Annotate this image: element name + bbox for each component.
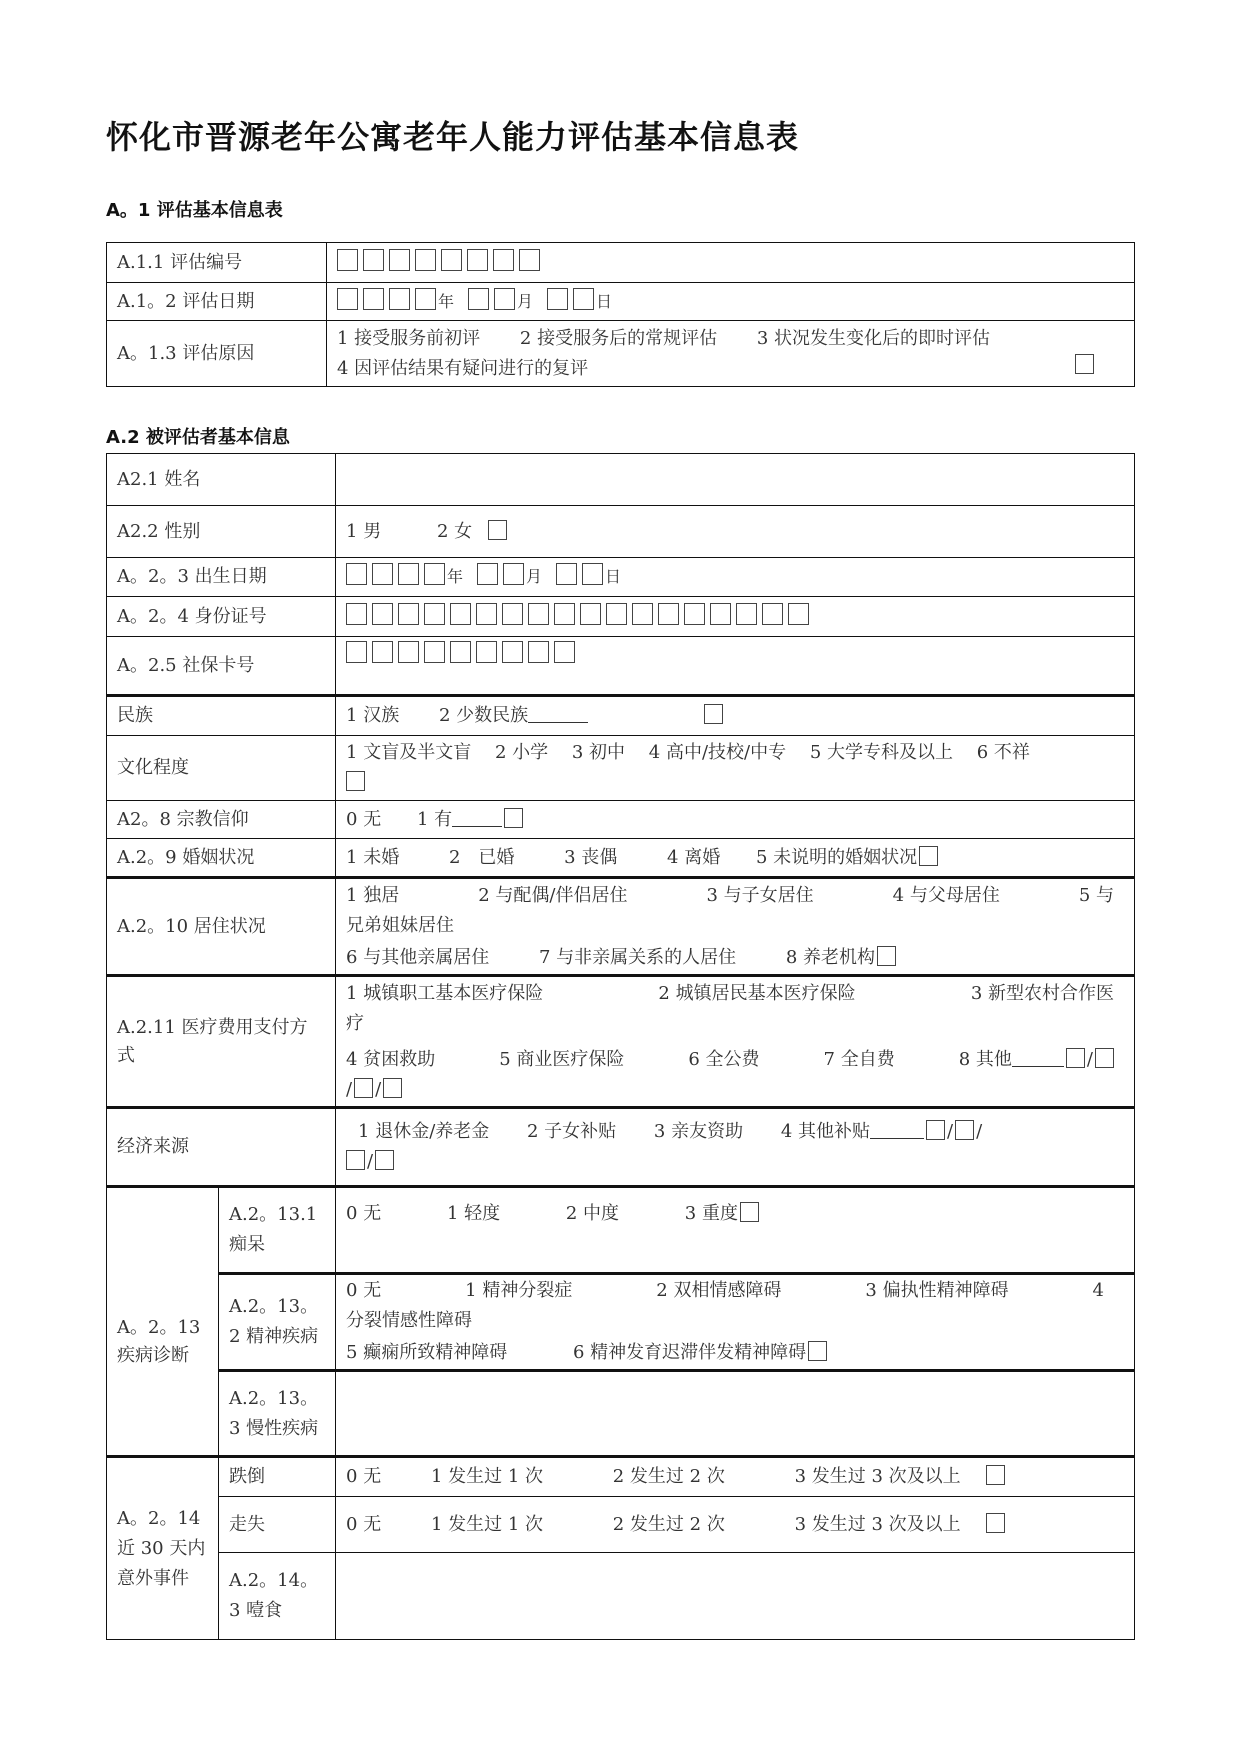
assessment-number-digit-box[interactable] (467, 249, 488, 271)
fall-options (336, 1457, 1135, 1497)
fall-option[interactable]: 3 发生过 3 次及以上 (794, 1466, 961, 1487)
income-checkbox[interactable] (346, 1150, 365, 1170)
dementia-options (336, 1187, 1135, 1274)
label-disease-diagnosis: A。2。13 疾病诊断 (107, 1187, 219, 1457)
label-marital: A.2。9 婚姻状况 (107, 839, 336, 878)
medical-option[interactable]: 5 商业医疗保险 (499, 1048, 625, 1070)
date-digit-box[interactable] (477, 563, 498, 585)
religion-option[interactable]: 1 有 (416, 808, 453, 830)
mental-option[interactable]: 5 癫痫所致精神障碍 (346, 1342, 508, 1363)
row-assessment-reason (107, 321, 1135, 387)
reason-checkbox[interactable] (1075, 354, 1094, 374)
income-options: 1 退休金/养老金 2 子女补贴 3 亲友资助 4 其他补贴 / / / (336, 1108, 1135, 1187)
row-name (107, 454, 1135, 506)
income-checkbox[interactable] (955, 1120, 974, 1140)
assessment-number-boxes (327, 243, 1135, 283)
label-income: 经济来源 (107, 1108, 336, 1187)
assessment-number-digit-box[interactable] (493, 249, 514, 271)
date-digit-box[interactable] (389, 288, 410, 310)
income-other-blank[interactable] (870, 1120, 924, 1139)
education-option[interactable]: 1 文盲及半文盲 (346, 742, 472, 763)
medical-checkbox[interactable] (383, 1078, 402, 1098)
social-card-digit-box[interactable] (398, 641, 419, 663)
ethnicity-options (336, 696, 1135, 736)
assessment-number-digit-box[interactable] (363, 249, 384, 271)
date-unit-label: 日 (596, 291, 613, 311)
id-number-digit-box[interactable] (502, 603, 523, 625)
fall-option[interactable]: 2 发生过 2 次 (612, 1466, 725, 1487)
label-assessment-reason: A。1.3 评估原因 (107, 321, 327, 387)
page-title: 怀化市晋源老年公寓老年人能力评估基本信息表 (106, 118, 800, 156)
row-dementia (107, 1187, 1135, 1274)
choke-input[interactable] (336, 1553, 1135, 1640)
gender-option-female[interactable]: 2 女 (436, 520, 473, 542)
label-assessment-date: A.1。2 评估日期 (107, 283, 327, 321)
medical-option[interactable]: 1 城镇职工基本医疗保险 (346, 982, 544, 1004)
lost-options (336, 1497, 1135, 1553)
medical-checkbox[interactable] (1066, 1048, 1085, 1068)
mental-option[interactable]: 2 双相情感障碍 (656, 1280, 782, 1301)
social-card-digit-box[interactable] (554, 641, 575, 663)
row-living (107, 878, 1135, 976)
date-digit-box[interactable] (363, 288, 384, 310)
social-card-digit-box[interactable] (502, 641, 523, 663)
row-assessment-number (107, 243, 1135, 283)
reason-option[interactable]: 1 接受服务前初评 (337, 327, 481, 349)
fall-option[interactable]: 1 发生过 1 次 (430, 1466, 544, 1487)
dementia-option[interactable]: 1 轻度 (446, 1203, 501, 1224)
medical-option[interactable]: 7 全自费 (823, 1048, 895, 1070)
label-id-number: A。2。4 身份证号 (107, 597, 336, 637)
living-option[interactable]: 5 与 (1078, 884, 1115, 906)
lost-option[interactable]: 0 无 (346, 1513, 382, 1535)
living-option[interactable]: 7 与非亲属关系的人居住 (538, 946, 737, 968)
income-option[interactable]: 1 退休金/养老金 (358, 1121, 490, 1142)
assessment-reason-options (327, 321, 1135, 387)
date-unit-label: 年 (447, 567, 464, 586)
living-option[interactable]: 4 与父母居住 (892, 884, 1000, 906)
social-card-digit-box[interactable] (346, 641, 367, 663)
mental-option[interactable]: 1 精神分裂症 (465, 1280, 573, 1301)
medical-other-blank[interactable] (1012, 1048, 1064, 1067)
label-medical-payment: A.2.11 医疗费用支付方式 (107, 976, 336, 1108)
label-choke: A.2。14。3 噎食 (219, 1553, 336, 1640)
id-number-digit-box[interactable] (554, 603, 575, 625)
living-option[interactable]: 2 与配偶/伴侣居住 (478, 884, 628, 906)
date-digit-box[interactable] (468, 288, 489, 310)
education-checkbox[interactable] (346, 771, 365, 791)
label-ethnicity: 民族 (107, 696, 336, 736)
id-number-digit-box[interactable] (736, 603, 757, 625)
date-digit-box[interactable] (494, 288, 515, 310)
mental-option[interactable]: 4 (1092, 1280, 1104, 1301)
date-digit-box[interactable] (398, 563, 419, 585)
income-checkbox[interactable] (926, 1120, 945, 1140)
date-digit-box[interactable] (415, 288, 436, 310)
lost-option[interactable]: 3 发生过 3 次及以上 (794, 1513, 961, 1535)
date-digit-box[interactable] (573, 288, 594, 310)
id-number-digit-box[interactable] (450, 603, 471, 625)
dementia-option[interactable]: 2 中度 (565, 1203, 620, 1224)
label-religion: A2。8 宗教信仰 (107, 801, 336, 839)
row-religion (107, 801, 1135, 839)
table-a1 (106, 242, 1135, 387)
lost-option[interactable]: 1 发生过 1 次 (430, 1513, 544, 1535)
mental-option[interactable]: 6 精神发育迟滞伴发精神障碍 (572, 1342, 807, 1363)
row-fall (107, 1457, 1135, 1497)
date-digit-box[interactable] (503, 563, 524, 585)
marital-option[interactable]: 5 未说明的婚姻状况 (755, 846, 918, 868)
row-gender (107, 506, 1135, 558)
label-fall: 跌倒 (219, 1457, 336, 1497)
social-card-digit-box[interactable] (476, 641, 497, 663)
date-digit-box[interactable] (337, 288, 358, 310)
row-lost (107, 1497, 1135, 1553)
medical-option[interactable]: 8 其他 (958, 1048, 1012, 1070)
label-living: A.2。10 居住状况 (107, 878, 336, 976)
id-number-digit-box[interactable] (580, 603, 601, 625)
table-a2 (106, 453, 1135, 1640)
date-digit-box[interactable] (424, 563, 445, 585)
name-input[interactable] (336, 454, 1135, 506)
ethnicity-option[interactable]: 2 少数民族 (438, 705, 529, 726)
mental-option[interactable]: 3 偏执性精神障碍 (865, 1280, 1009, 1301)
assessment-number-digit-box[interactable] (441, 249, 462, 271)
gender-checkbox[interactable] (488, 520, 507, 540)
social-card-digit-box[interactable] (450, 641, 471, 663)
ethnicity-option[interactable]: 1 汉族 (346, 705, 400, 726)
label-lost: 走失 (219, 1497, 336, 1553)
living-option[interactable]: 8 养老机构 (785, 946, 876, 968)
section-a2-heading: A.2 被评估者基本信息 (106, 427, 290, 448)
label-accidents: A。2。14 近 30 天内意外事件 (107, 1457, 219, 1640)
id-number-digit-box[interactable] (606, 603, 627, 625)
lost-option[interactable]: 2 发生过 2 次 (612, 1513, 725, 1535)
religion-blank[interactable] (452, 808, 502, 827)
id-number-digit-box[interactable] (788, 603, 809, 625)
social-card-digit-box[interactable] (372, 641, 393, 663)
id-number-digit-box[interactable] (632, 603, 653, 625)
education-option[interactable]: 5 大学专科及以上 (809, 742, 954, 763)
id-number-digit-box[interactable] (476, 603, 497, 625)
medical-option-continued: 疗 (346, 1012, 365, 1034)
living-checkbox[interactable] (877, 946, 896, 966)
marital-checkbox[interactable] (919, 846, 938, 866)
social-card-digit-box[interactable] (424, 641, 445, 663)
row-education (107, 736, 1135, 801)
mental-option[interactable]: 0 无 (346, 1280, 382, 1301)
id-number-digit-box[interactable] (658, 603, 679, 625)
row-assessment-date (107, 283, 1135, 321)
row-chronic (107, 1371, 1135, 1457)
gender-option-male[interactable]: 1 男 (346, 520, 382, 542)
id-number-digit-box[interactable] (710, 603, 731, 625)
chronic-input[interactable] (336, 1371, 1135, 1457)
assessment-number-digit-box[interactable] (415, 249, 436, 271)
dementia-option[interactable]: 3 重度 (684, 1203, 738, 1224)
date-digit-box[interactable] (556, 563, 577, 585)
living-option[interactable]: 6 与其他亲属居住 (346, 946, 490, 968)
label-dementia: A.2。13.1 痴呆 (219, 1187, 336, 1274)
education-options (336, 736, 1135, 801)
row-marital (107, 839, 1135, 878)
date-unit-label: 年 (438, 291, 455, 311)
assessment-number-digit-box[interactable] (337, 249, 358, 271)
id-number-digit-box[interactable] (762, 603, 783, 625)
assessment-number-digit-box[interactable] (389, 249, 410, 271)
ethnicity-blank[interactable] (528, 704, 588, 723)
social-card-digit-box[interactable] (528, 641, 549, 663)
row-social-card (107, 637, 1135, 696)
row-mental (107, 1274, 1135, 1371)
id-number-boxes (336, 597, 1135, 637)
date-digit-box[interactable] (582, 563, 603, 585)
religion-checkbox[interactable] (504, 808, 523, 828)
fall-checkbox[interactable] (986, 1465, 1005, 1485)
date-unit-label: 日 (605, 567, 622, 586)
education-option[interactable]: 4 高中/技校/中专 (648, 742, 787, 763)
section-a1-heading: A。1 评估基本信息表 (106, 200, 283, 221)
ethnicity-checkbox[interactable] (704, 704, 723, 724)
dementia-checkbox[interactable] (740, 1202, 759, 1222)
id-number-digit-box[interactable] (424, 603, 445, 625)
income-option[interactable]: 3 亲友资助 (653, 1121, 744, 1142)
dementia-option[interactable]: 0 无 (346, 1203, 382, 1224)
living-option-continued: 兄弟姐妹居住 (346, 914, 455, 936)
medical-option[interactable]: 6 全公费 (688, 1048, 760, 1070)
education-option[interactable]: 3 初中 (571, 742, 626, 763)
marital-option[interactable]: 3 丧偶 (564, 846, 618, 868)
medical-payment-options: 1 城镇职工基本医疗保险 2 城镇居民基本医疗保险 3 新型农村合作医 疗 4 贫困救助 5 商业医疗保险 6 全公费 7 全自费 8 其他 / / / (336, 976, 1135, 1108)
income-option[interactable]: 2 子女补贴 (527, 1121, 617, 1142)
education-option[interactable]: 6 不祥 (976, 742, 1030, 763)
marital-option[interactable]: 2 已婚 (448, 846, 515, 868)
income-checkbox[interactable] (375, 1150, 394, 1170)
date-unit-label: 月 (526, 567, 543, 586)
id-number-digit-box[interactable] (684, 603, 705, 625)
id-number-digit-box[interactable] (372, 603, 393, 625)
reason-option[interactable]: 3 状况发生变化后的即时评估 (756, 327, 991, 349)
marital-option[interactable]: 4 离婚 (667, 846, 721, 868)
assessment-number-digit-box[interactable] (519, 249, 540, 271)
medical-checkbox[interactable] (354, 1078, 373, 1098)
fall-option[interactable]: 0 无 (346, 1466, 382, 1487)
label-gender: A2.2 性别 (107, 506, 336, 558)
social-card-boxes (336, 637, 1135, 696)
living-option[interactable]: 1 独居 (346, 884, 400, 906)
label-name: A2.1 姓名 (107, 454, 336, 506)
label-social-card: A。2.5 社保卡号 (107, 637, 336, 696)
id-number-digit-box[interactable] (528, 603, 549, 625)
living-option[interactable]: 3 与子女居住 (706, 884, 814, 906)
medical-checkbox[interactable] (1095, 1048, 1114, 1068)
religion-options (336, 801, 1135, 839)
assessment-date-field (327, 283, 1135, 321)
row-income (107, 1108, 1135, 1187)
id-number-digit-box[interactable] (346, 603, 367, 625)
row-id-number (107, 597, 1135, 637)
label-assessment-number: A.1.1 评估编号 (107, 243, 327, 283)
label-birth-date: A。2。3 出生日期 (107, 558, 336, 597)
medical-option[interactable]: 3 新型农村合作医 (970, 982, 1115, 1004)
label-mental: A.2。13。2 精神疾病 (219, 1274, 336, 1371)
religion-option[interactable]: 0 无 (346, 808, 382, 830)
medical-option[interactable]: 4 贫困救助 (346, 1048, 436, 1070)
reason-option[interactable]: 4 因评估结果有疑问进行的复评 (337, 357, 589, 379)
label-education: 文化程度 (107, 736, 336, 801)
row-choke (107, 1553, 1135, 1640)
date-digit-box[interactable] (346, 563, 367, 585)
gender-options (336, 506, 1135, 558)
lost-checkbox[interactable] (986, 1513, 1005, 1533)
income-option[interactable]: 4 其他补贴 (780, 1121, 871, 1142)
date-digit-box[interactable] (547, 288, 568, 310)
id-number-digit-box[interactable] (398, 603, 419, 625)
date-digit-box[interactable] (372, 563, 393, 585)
row-ethnicity (107, 696, 1135, 736)
living-options (336, 878, 1135, 976)
mental-options (336, 1274, 1135, 1371)
mental-checkbox[interactable] (808, 1341, 827, 1361)
education-option[interactable]: 2 小学 (494, 742, 549, 763)
birth-date-field (336, 558, 1135, 597)
mental-option-continued: 分裂情感性障碍 (346, 1310, 473, 1331)
row-medical-payment (107, 976, 1135, 1108)
marital-options (336, 839, 1135, 878)
reason-option[interactable]: 2 接受服务后的常规评估 (519, 327, 718, 349)
row-birth-date (107, 558, 1135, 597)
marital-option[interactable]: 1 未婚 (346, 846, 400, 868)
medical-option[interactable]: 2 城镇居民基本医疗保险 (658, 982, 856, 1004)
label-chronic: A.2。13。3 慢性疾病 (219, 1371, 336, 1457)
date-unit-label: 月 (517, 291, 534, 311)
